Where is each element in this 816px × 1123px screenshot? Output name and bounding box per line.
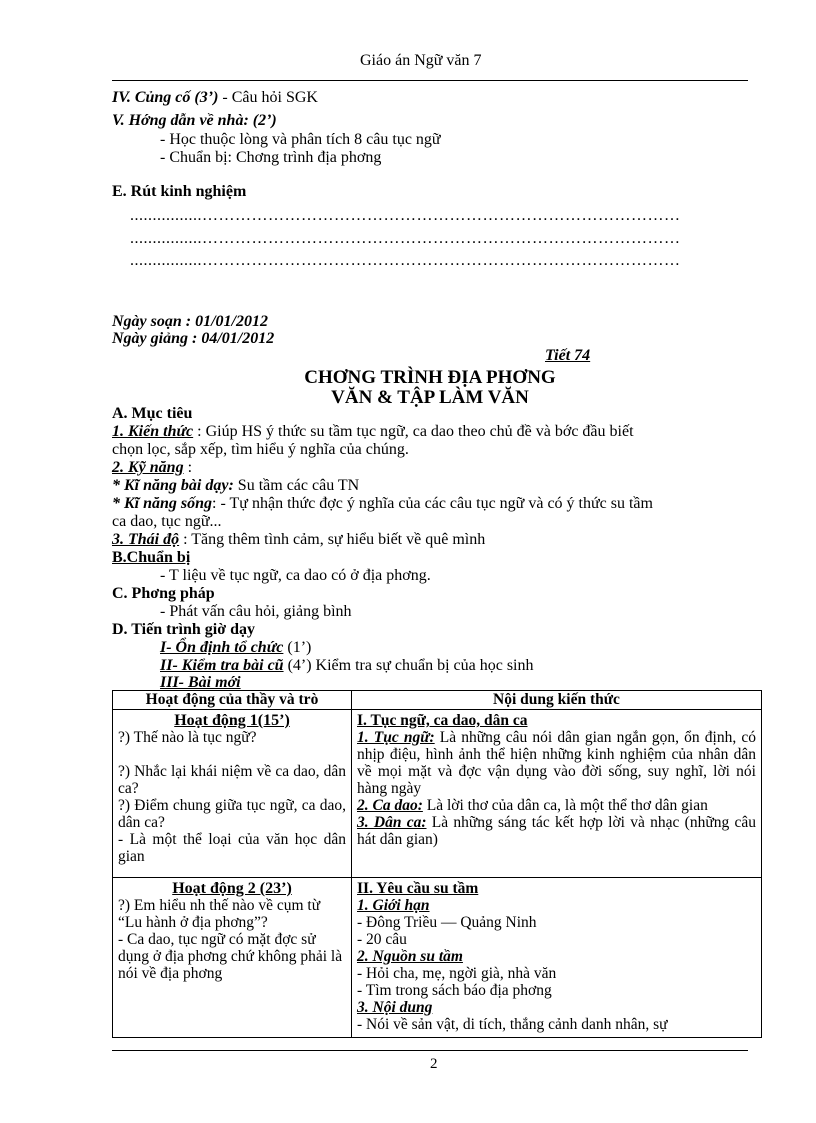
table-row (113, 710, 762, 878)
row1-question-1: ?) Thế nào là tục ngữ? (118, 729, 257, 746)
kn-song-line (112, 495, 653, 513)
def-tuc-ngu (357, 729, 756, 797)
ky-nang-label: 2. Kỹ năng (112, 459, 184, 476)
row2-activities (113, 878, 352, 1038)
row2-answer: - Ca dao, tục ngữ có mặt đợc sử dụng ở địa phơng chứ không phải là nói về địa phơng (118, 931, 343, 982)
gioi-han-item-2: - 20 câu (357, 931, 407, 948)
table-header-row (113, 691, 762, 710)
running-header: Giáo án Ngữ văn 7 (360, 52, 482, 69)
kien-thuc-text: : Giúp HS ý thức su tầm tục ngữ, ca dao theo chủ đề và bớc đầu biết (193, 423, 634, 440)
thai-do-line (112, 531, 485, 549)
cung-co-heading: IV. Củng cố (3’) (112, 89, 219, 106)
def-ca-dao-label: 2. Ca dao: (357, 797, 423, 814)
thai-do-text: : Tăng thêm tình cảm, sự hiểu biết về quê mình (179, 531, 486, 548)
on-dinh-text: (1’) (283, 639, 312, 656)
ngay-soan: Ngày soạn : 01/01/2012 (112, 313, 268, 330)
kn-song-text-2: ca dao, tục ngữ... (112, 513, 222, 530)
def-tuc-ngu-label: 1. Tục ngữ: (357, 729, 435, 746)
nguon-heading: 2. Nguồn su tầm (357, 948, 463, 965)
bai-moi-label: III- Bài mới (160, 674, 241, 691)
row1-activities (113, 710, 352, 878)
ky-nang-line (112, 459, 192, 477)
table-row (113, 878, 762, 1038)
row1-question-2: ?) Nhắc lại khái niệm về ca dao, dân ca? (118, 763, 346, 797)
thai-do-label: 3. Thái độ (112, 531, 180, 548)
dotted-line-1: ................…………………………………………………………………………… (130, 207, 681, 224)
kien-thuc-line (112, 423, 634, 441)
row2-content (352, 878, 762, 1038)
col-header-activities: Hoạt động của thầy và trò (113, 691, 352, 710)
huong-dan-item-1: - Học thuộc lòng và phân tích 8 câu tục ngữ (160, 131, 441, 148)
dotted-line-3: ................…………………………………………………………………………… (130, 252, 681, 269)
rut-kinh-nghiem-heading: E. Rút kinh nghiệm (112, 183, 247, 200)
kiem-tra-line (160, 657, 534, 675)
def-dan-ca-text: Là những sáng tác kết hợp lời và nhạc (những câu hát dân gian) (357, 814, 756, 848)
nguon-item-2: - Tìm trong sách báo địa phơng (357, 982, 552, 999)
row1-content (352, 710, 762, 878)
cung-co-line (112, 89, 318, 107)
page-number: 2 (430, 1056, 438, 1072)
phuong-phap-text: - Phát vấn câu hỏi, giảng bình (160, 603, 352, 620)
header-rule (112, 80, 748, 81)
row1-spacer (118, 746, 346, 763)
def-tuc-ngu-text: Là những câu nói dân gian ngắn gọn, ổn định, có nhịp điệu, hình ảnh thể hiện những kinh nghiệm của nhân dân về mọi mặt và đợc vận dụng vào đời sống, suy nghĩ, lời nói hàng ngày (357, 729, 756, 797)
ky-nang-text: : (183, 459, 193, 476)
kiem-tra-label: II- Kiểm tra bài cũ (160, 657, 284, 674)
kiem-tra-text: (4’) Kiểm tra sự chuẩn bị của học sinh (283, 657, 534, 674)
gioi-han-heading: 1. Giới hạn (357, 897, 430, 914)
kn-song-text: : - Tự nhận thức đợc ý nghĩa của các câu tục ngữ và có ý thức su tầm (212, 495, 653, 512)
dotted-line-2: ................…………………………………………………………………………… (130, 230, 681, 247)
activity-1-heading: Hoạt động 1(15’) (174, 712, 290, 729)
kien-thuc-text-2: chọn lọc, sắp xếp, tìm hiểu ý nghĩa của chúng. (112, 441, 409, 458)
phuong-phap-heading: C. Phơng pháp (112, 585, 215, 602)
gioi-han-item-1: - Đông Triều — Quảng Ninh (357, 914, 537, 931)
row2-question-1: ?) Em hiểu nh thế nào về cụm từ “Lu hành ở địa phơng”? (118, 897, 321, 931)
def-dan-ca (357, 814, 756, 848)
def-ca-dao (357, 797, 756, 814)
kn-bai-day-label: * Kĩ năng bài dạy: (112, 477, 234, 494)
kn-song-label: * Kĩ năng sống (112, 495, 213, 512)
noi-dung-item-1: - Nói về sản vật, di tích, thắng cảnh danh nhân, sự (357, 1016, 668, 1033)
section-2-heading: II. Yêu cầu su tầm (357, 880, 479, 897)
section-1-heading: I. Tục ngữ, ca dao, dân ca (357, 712, 528, 729)
def-dan-ca-label: 3. Dân ca: (357, 814, 427, 831)
noi-dung-heading: 3. Nội dung (357, 999, 433, 1016)
nguon-item-1: - Hỏi cha, mẹ, ngời già, nhà văn (357, 965, 557, 982)
on-dinh-label: I- Ổn định tổ chức (160, 639, 284, 656)
lesson-table (112, 690, 762, 1038)
huong-dan-item-2: - Chuẩn bị: Chơng trình địa phơng (160, 149, 382, 166)
chuan-bi-heading: B.Chuẩn bị (112, 549, 191, 566)
lesson-title-line-2: VĂN & TẬP LÀM VĂN (331, 387, 529, 408)
cung-co-text: - Câu hỏi SGK (218, 89, 318, 106)
kn-bai-day-text: Su tầm các câu TN (233, 477, 360, 494)
activity-2-heading: Hoạt động 2 (23’) (172, 880, 292, 897)
chuan-bi-text: - T liệu về tục ngữ, ca dao có ở địa phơng. (160, 567, 431, 584)
on-dinh-line (160, 639, 311, 657)
tien-trinh-heading: D. Tiến trình giờ dạy (112, 621, 255, 638)
muc-tieu-heading: A. Mục tiêu (112, 405, 193, 422)
footer-rule (112, 1050, 748, 1051)
kien-thuc-label: 1. Kiến thức (112, 423, 194, 440)
row1-answer: - Là một thể loại của văn học dân gian (118, 831, 346, 865)
tiet-number: Tiết 74 (545, 347, 591, 364)
huong-dan-heading: V. Hớng dẫn về nhà: (2’) (112, 112, 277, 129)
col-header-content: Nội dung kiến thức (352, 691, 762, 710)
row1-question-3: ?) Điểm chung giữa tục ngữ, ca dao, dân ca? (118, 797, 346, 831)
def-ca-dao-text: Là lời thơ của dân ca, là một thể thơ dân gian (422, 797, 708, 814)
ngay-giang: Ngày giảng : 04/01/2012 (112, 330, 275, 347)
kn-bai-day-line (112, 477, 359, 495)
lesson-title-line-1: CHƠNG TRÌNH ĐỊA PHƠNG (304, 367, 556, 388)
